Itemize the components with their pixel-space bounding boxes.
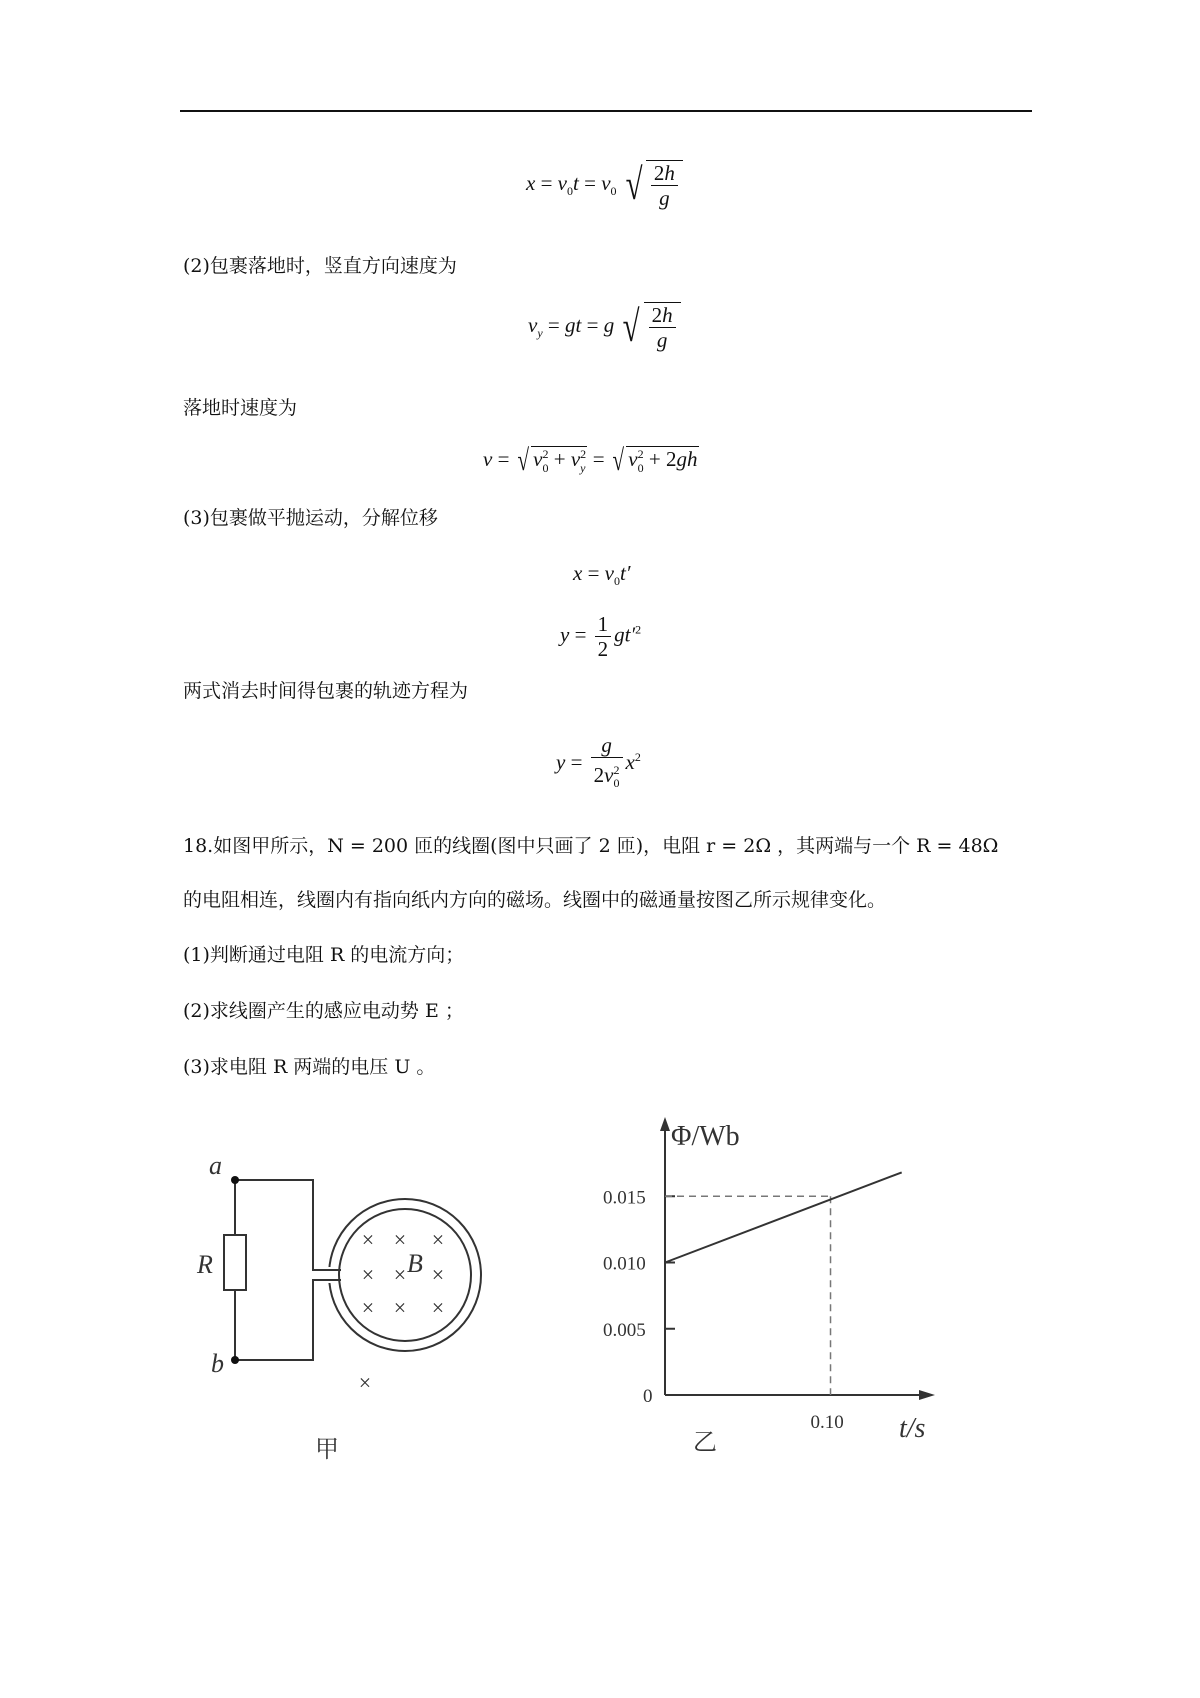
magnetic-cross: × [361,1262,375,1287]
magnetic-cross: × [431,1295,445,1320]
figure-jia-caption: 甲 [315,1437,339,1463]
label-B: B [407,1249,423,1278]
chart-caption: 乙 [693,1430,717,1456]
equation-x-horizontal: $x = v_0t'$ [573,561,631,589]
text-eliminate: 两式消去时间得包裹的轨迹方程为 [183,680,469,702]
x-axis-arrow [919,1390,935,1400]
x-tick-label: 0.10 [810,1412,844,1433]
text-p3-label: (3)包裹做平抛运动，分解位移 [183,507,438,529]
question-18-sub3: (3)求电阻 R 两端的电压 U 。 [183,1056,436,1078]
label-R: R [197,1250,213,1279]
equation-trajectory: y = $\frac{g}{2v^2_0}$ $x^2$ [556,733,641,791]
y-axis-arrow [660,1117,670,1131]
question-18-sub2: (2)求线圈产生的感应电动势 E ； [183,1000,464,1022]
equation-vertical-velocity: $v_y$ = gt = g √ $\frac{2h}{g}$ [528,302,681,352]
y-tick-label: 0.005 [603,1319,646,1341]
label-b: b [211,1349,224,1378]
magnetic-cross: × [361,1295,375,1320]
header-rule [180,110,1032,112]
chart-xlabel: t/s [899,1413,926,1444]
magnetic-cross: × [358,1370,372,1395]
magnetic-cross: × [361,1227,375,1252]
chart-ylabel: Φ/Wb [671,1121,740,1152]
equation-x-displacement: $x = v_0t = v_0$ √ $\frac{2h}{g}$ [526,160,683,210]
text-p2-label: (2)包裹落地时，竖直方向速度为 [183,255,457,277]
label-a: a [209,1151,222,1180]
node-a-dot [231,1176,239,1184]
question-18-line2: 的电阻相连，线圈内有指向纸内方向的磁场。线圈中的磁通量按图乙所示规律变化。 [183,889,887,911]
text-land-speed: 落地时速度为 [183,397,298,419]
magnetic-cross: × [431,1262,445,1287]
question-18-sub1: (1)判断通过电阻 R 的电流方向； [183,944,465,966]
node-b-dot [231,1356,239,1364]
figure-jia-circuit [195,1150,495,1480]
y-tick-label: 0.010 [603,1253,646,1275]
magnetic-cross: × [431,1227,445,1252]
chart-origin-label: 0 [643,1386,653,1407]
magnetic-cross: × [393,1262,407,1287]
question-18-line1: 18.如图甲所示，N = 200 匝的线圈(图中只画了 2 匝)，电阻 r = 2Ω ，其两端与一个 R = 48Ω [183,835,999,857]
equation-landing-speed: v = √ $v^2_0 + v^2_y$ = √ $v^2_0 + 2gh$ [483,444,698,477]
equation-y-vertical: y = $\frac{1}{2}$ $gt'^2$ [560,612,642,661]
figure-yi-chart [585,1115,945,1465]
y-tick-label: 0.015 [603,1187,646,1209]
magnetic-cross: × [393,1295,407,1320]
flux-line [665,1172,902,1262]
magnetic-cross: × [393,1227,407,1252]
